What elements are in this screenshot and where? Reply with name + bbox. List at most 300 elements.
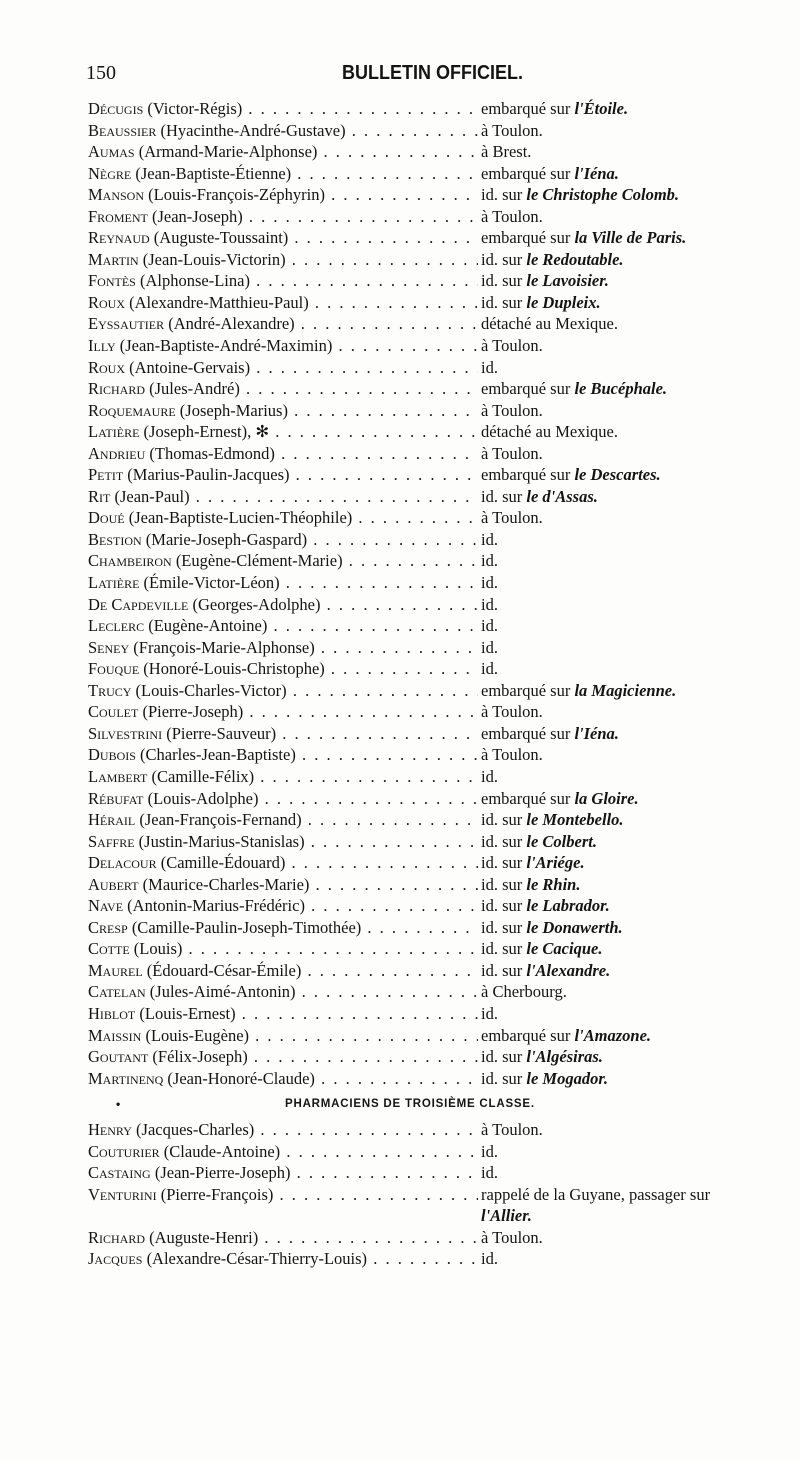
- list-item: [88, 1025, 788, 1047]
- surname: De Capdeville: [88, 594, 189, 614]
- surname: Fontès: [88, 271, 136, 291]
- list-item: [88, 249, 788, 271]
- list-item: [88, 206, 788, 228]
- list-item: [88, 1162, 788, 1184]
- ship-name: l'Allier.: [481, 1206, 532, 1226]
- person-name: [88, 443, 478, 465]
- assignment: [481, 378, 667, 400]
- ship-name: le Redoutable.: [526, 249, 624, 269]
- surname: Coulet: [88, 702, 139, 722]
- assignment: [481, 141, 531, 163]
- surname: Bestion: [88, 529, 142, 549]
- assignment: [481, 163, 619, 185]
- person-name: [88, 529, 478, 551]
- surname: Aumas: [88, 142, 135, 162]
- given-names: (Camille-Félix): [151, 766, 255, 786]
- person-name: [88, 184, 478, 206]
- list-item: [88, 960, 788, 982]
- ship-name: l'Iéna.: [574, 723, 619, 743]
- list-item: [88, 1184, 788, 1206]
- given-names: (Louis-Charles-Victor): [135, 680, 287, 700]
- assignment-action: à Toulon.: [481, 702, 543, 722]
- assignment-action: embarqué sur: [481, 788, 571, 808]
- person-name: [88, 1248, 478, 1270]
- assignment: [481, 335, 543, 357]
- surname: Maissin: [88, 1025, 142, 1045]
- given-names: (Eugène-Clément-Marie): [175, 551, 343, 571]
- assignment: [481, 1068, 608, 1090]
- list-item: [88, 637, 788, 659]
- list-item: [88, 227, 788, 249]
- surname: Castaing: [88, 1163, 151, 1183]
- person-name: [88, 809, 478, 831]
- person-name: [88, 917, 478, 939]
- person-name: [88, 1162, 478, 1184]
- surname: Richard: [88, 1227, 146, 1247]
- person-name: [88, 1119, 478, 1141]
- given-names: (Jacques-Charles): [136, 1120, 255, 1140]
- assignment-action: id. sur: [481, 1047, 523, 1067]
- list-item: [88, 529, 788, 551]
- surname: Chambeiron: [88, 551, 172, 571]
- assignment: [481, 400, 543, 422]
- assignment: [481, 529, 498, 551]
- surname: Maurel: [88, 960, 143, 980]
- given-names: (Georges-Adolphe): [192, 594, 321, 614]
- person-name: [88, 831, 478, 853]
- section-heading: [88, 1089, 788, 1119]
- person-name: [88, 788, 478, 810]
- surname: Fouque: [88, 659, 140, 679]
- list-item: [88, 120, 788, 142]
- surname: Martin: [88, 249, 139, 269]
- given-names: (Jean-Pierre-Joseph): [154, 1163, 291, 1183]
- surname: Hérail: [88, 810, 136, 830]
- assignment: [481, 486, 598, 508]
- assignment: [481, 227, 686, 249]
- assignment-action: id.: [481, 659, 498, 679]
- surname: Saffre: [88, 831, 135, 851]
- surname: Cotte: [88, 939, 130, 959]
- person-name: [88, 141, 478, 163]
- given-names: (Jean-Joseph): [151, 206, 243, 226]
- person-name: [88, 507, 478, 529]
- assignment: [481, 852, 585, 874]
- person-name: [88, 615, 478, 637]
- assignment: [481, 572, 498, 594]
- surname: Aubert: [88, 874, 139, 894]
- assignment-action: id.: [481, 594, 498, 614]
- assignment: [481, 680, 676, 702]
- given-names: (Pierre-Sauveur): [166, 723, 277, 743]
- given-names: (Antoine-Gervais): [129, 357, 251, 377]
- person-name: [88, 1141, 478, 1163]
- entries-list: [88, 98, 788, 1270]
- list-item: [88, 1119, 788, 1141]
- assignment-action: id.: [481, 573, 498, 593]
- assignment: [481, 788, 639, 810]
- surname: Illy: [88, 336, 116, 356]
- page-header: [86, 62, 746, 92]
- assignment: [481, 766, 498, 788]
- given-names: (Victor-Régis): [147, 99, 243, 118]
- surname: Lambert: [88, 766, 148, 786]
- assignment: [481, 421, 618, 443]
- given-names: (Marius-Paulin-Jacques): [127, 465, 290, 485]
- surname: Hiblot: [88, 1003, 136, 1023]
- list-item: [88, 507, 788, 529]
- surname: Froment: [88, 206, 148, 226]
- list-item: [88, 701, 788, 723]
- surname: Roux: [88, 292, 126, 312]
- person-name: [88, 357, 478, 379]
- assignment-action: id. sur: [481, 960, 523, 980]
- assignment-action: détaché au Mexique.: [481, 422, 618, 442]
- ship-name: le Montebello.: [526, 810, 624, 830]
- surname: Trucy: [88, 680, 132, 700]
- assignment-action: id. sur: [481, 917, 523, 937]
- person-name: [88, 766, 478, 788]
- list-item: [88, 98, 788, 120]
- ship-name: le Bucéphale.: [574, 379, 668, 399]
- assignment-action: id.: [481, 1141, 498, 1161]
- surname: Delacour: [88, 853, 157, 873]
- list-item: [88, 938, 788, 960]
- assignment: [481, 249, 624, 271]
- assignment-action: id. sur: [481, 853, 523, 873]
- person-name: [88, 486, 478, 508]
- list-item: [88, 572, 788, 594]
- person-name: [88, 98, 478, 120]
- surname: Reynaud: [88, 228, 150, 248]
- assignment: [481, 550, 498, 572]
- given-names: (Édouard-César-Émile): [146, 960, 302, 980]
- surname: Henry: [88, 1120, 132, 1140]
- assignment-action: embarqué sur: [481, 1025, 571, 1045]
- person-name: [88, 658, 478, 680]
- assignment: [481, 270, 609, 292]
- assignment: [481, 1025, 651, 1047]
- assignment-action: rappelé de la Guyane, passager sur: [481, 1184, 711, 1204]
- list-item: [88, 486, 788, 508]
- given-names: (François-Marie-Alphonse): [133, 637, 315, 657]
- assignment: [481, 507, 543, 529]
- given-names: (Louis-François-Zéphyrin): [148, 185, 326, 205]
- assignment: [481, 1248, 498, 1270]
- assignment-action: à Cherbourg.: [481, 982, 567, 1002]
- person-name: [88, 895, 478, 917]
- surname: Eyssautier: [88, 314, 165, 334]
- ship-name: l'Étoile.: [574, 99, 629, 118]
- given-names: (Pierre-François): [160, 1184, 274, 1204]
- assignment: [481, 744, 543, 766]
- surname: Couturier: [88, 1141, 160, 1161]
- assignment: [481, 658, 498, 680]
- given-names: (Jean-Baptiste-Étienne): [135, 163, 292, 183]
- given-names: (Camille-Paulin-Joseph-Timothée): [131, 917, 362, 937]
- list-item: [88, 335, 788, 357]
- assignment-action: embarqué sur: [481, 680, 571, 700]
- list-item: [88, 766, 788, 788]
- given-names: (Jean-Paul): [114, 486, 190, 506]
- given-names: (Jean-Baptiste-Lucien-Théophile): [128, 508, 353, 528]
- assignment: [481, 443, 543, 465]
- ship-name: le Colbert.: [526, 831, 597, 851]
- given-names: (Claude-Antoine): [163, 1141, 281, 1161]
- list-item: [88, 400, 788, 422]
- assignment-action: id. sur: [481, 185, 523, 205]
- section-title: PHARMACIENS DE TROISIÈME CLASSE.: [285, 1098, 535, 1111]
- assignment-action: id. sur: [481, 810, 523, 830]
- surname: Seney: [88, 637, 130, 657]
- list-item: [88, 378, 788, 400]
- list-item: [88, 1248, 788, 1270]
- assignment: [481, 120, 543, 142]
- list-item: [88, 917, 788, 939]
- list-item: [88, 680, 788, 702]
- assignment-action: id.: [481, 1003, 498, 1023]
- assignment-action: id.: [481, 357, 498, 377]
- list-item: [88, 981, 788, 1003]
- given-names: (Joseph-Marius): [179, 400, 288, 420]
- given-names: (Jules-Aimé-Antonin): [149, 982, 296, 1002]
- list-item: [88, 1141, 788, 1163]
- surname: Venturini: [88, 1184, 157, 1204]
- person-name: [88, 1025, 478, 1047]
- given-names: (Alexandre-César-Thierry-Louis): [146, 1249, 368, 1269]
- assignment-action: id. sur: [481, 1068, 523, 1088]
- given-names: (Alphonse-Lina): [139, 271, 250, 291]
- person-name: [88, 1227, 478, 1249]
- assignment: [481, 206, 543, 228]
- given-names: (Justin-Marius-Stanislas): [138, 831, 305, 851]
- ship-name: la Ville de Paris.: [574, 228, 687, 248]
- assignment: [481, 960, 610, 982]
- list-item: [88, 313, 788, 335]
- page-title: BULLETIN OFFICIEL.: [342, 62, 523, 84]
- list-item: [88, 292, 788, 314]
- person-name: [88, 1046, 478, 1068]
- assignment: [481, 723, 619, 745]
- person-name: [88, 1184, 478, 1206]
- person-name: [88, 120, 478, 142]
- given-names: (Armand-Marie-Alphonse): [138, 142, 318, 162]
- list-item: [88, 594, 788, 616]
- assignment-action: à Toulon.: [481, 1227, 543, 1247]
- assignment: [481, 701, 543, 723]
- assignment-action: à Toulon.: [481, 745, 543, 765]
- surname: Petit: [88, 465, 124, 485]
- list-item: [88, 658, 788, 680]
- ship-name: l'Algésiras.: [526, 1047, 603, 1067]
- assignment-action: id. sur: [481, 292, 523, 312]
- assignment: [481, 357, 498, 379]
- surname: Roux: [88, 357, 126, 377]
- list-item: [88, 788, 788, 810]
- assignment: [481, 981, 567, 1003]
- person-name: [88, 1068, 478, 1090]
- assignment: [481, 1205, 532, 1227]
- person-name: [88, 163, 478, 185]
- assignment-action: id.: [481, 766, 498, 786]
- surname: Latière: [88, 573, 140, 593]
- assignment-action: id. sur: [481, 271, 523, 291]
- assignment: [481, 1184, 710, 1206]
- page-number: 150: [86, 62, 116, 84]
- list-item: [88, 443, 788, 465]
- assignment-action: embarqué sur: [481, 228, 571, 248]
- person-name: [88, 744, 478, 766]
- surname: Roquemaure: [88, 400, 176, 420]
- assignment-action: embarqué sur: [481, 723, 571, 743]
- assignment: [481, 895, 610, 917]
- surname: Catelan: [88, 982, 146, 1002]
- given-names: (Antonin-Marius-Frédéric): [127, 896, 305, 916]
- given-names: (Marie-Joseph-Gaspard): [145, 529, 308, 549]
- assignment-action: à Toulon.: [481, 1120, 543, 1140]
- person-name: [88, 378, 478, 400]
- surname: Jacques: [88, 1249, 143, 1269]
- assignment-action: à Brest.: [481, 142, 532, 162]
- given-names: (Jean-Baptiste-André-Maximin): [119, 336, 333, 356]
- surname: Rébufat: [88, 788, 144, 808]
- surname: Nave: [88, 896, 124, 916]
- assignment-action: embarqué sur: [481, 465, 571, 485]
- surname: Doué: [88, 508, 125, 528]
- given-names: (Eugène-Antoine): [148, 616, 268, 636]
- person-name: [88, 594, 478, 616]
- ship-name: l'Ariége.: [526, 853, 585, 873]
- list-item: [88, 744, 788, 766]
- ship-name: l'Iéna.: [574, 163, 619, 183]
- assignment-action: embarqué sur: [481, 379, 571, 399]
- list-item: [88, 1068, 788, 1090]
- list-item: [88, 464, 788, 486]
- list-item: [88, 809, 788, 831]
- surname: Manson: [88, 185, 145, 205]
- person-name: [88, 874, 478, 896]
- given-names: (Maurice-Charles-Marie): [142, 874, 310, 894]
- assignment: [481, 637, 498, 659]
- list-item: [88, 723, 788, 745]
- list-item: [88, 357, 788, 379]
- assignment: [481, 313, 618, 335]
- assignment: [481, 1227, 543, 1249]
- list-item: [88, 615, 788, 637]
- surname: Richard: [88, 379, 146, 399]
- ship-name: le Cacique.: [526, 939, 603, 959]
- assignment-action: à Toulon.: [481, 206, 543, 226]
- assignment: [481, 809, 624, 831]
- ship-name: la Gloire.: [574, 788, 639, 808]
- surname: Décugis: [88, 99, 144, 118]
- list-item: [88, 831, 788, 853]
- person-name: [88, 335, 478, 357]
- list-item: [88, 874, 788, 896]
- given-names: (Émile-Victor-Léon): [143, 573, 280, 593]
- assignment-action: id. sur: [481, 939, 523, 959]
- person-name: [88, 981, 478, 1003]
- ship-name: le Mogador.: [526, 1068, 608, 1088]
- assignment: [481, 917, 623, 939]
- given-names: (Honoré-Louis-Christophe): [143, 659, 325, 679]
- assignment-action: id. sur: [481, 831, 523, 851]
- assignment-action: id. sur: [481, 874, 523, 894]
- assignment-action: id. sur: [481, 896, 523, 916]
- given-names: (Auguste-Henri): [149, 1227, 259, 1247]
- surname: Martinenq: [88, 1068, 164, 1088]
- given-names: (Hyacinthe-André-Gustave): [160, 120, 346, 140]
- given-names: (Pierre-Joseph): [142, 702, 244, 722]
- person-name: [88, 680, 478, 702]
- surname: Andrieu: [88, 443, 146, 463]
- list-item: [88, 852, 788, 874]
- assignment: [481, 98, 628, 120]
- assignment-action: id.: [481, 551, 498, 571]
- assignment: [481, 292, 601, 314]
- assignment-action: id.: [481, 1249, 498, 1269]
- ship-name: le Descartes.: [574, 465, 661, 485]
- assignment-action: id. sur: [481, 486, 523, 506]
- ship-name: le Labrador.: [526, 896, 610, 916]
- given-names: (Camille-Édouard): [160, 853, 286, 873]
- surname: Nègre: [88, 163, 132, 183]
- ship-name: le Dupleix.: [526, 292, 601, 312]
- list-item: [88, 1205, 788, 1227]
- given-names: (André-Alexandre): [168, 314, 295, 334]
- person-name: [88, 249, 478, 271]
- ship-name: le Rhin.: [526, 874, 581, 894]
- surname: Rit: [88, 486, 111, 506]
- person-name: [88, 292, 478, 314]
- assignment: [481, 1119, 543, 1141]
- assignment: [481, 874, 580, 896]
- surname: Beaussier: [88, 120, 157, 140]
- list-item: [88, 421, 788, 443]
- given-names: (Charles-Jean-Baptiste): [140, 745, 296, 765]
- given-names: (Louis-Adolphe): [147, 788, 259, 808]
- assignment: [481, 594, 498, 616]
- assignment-action: id.: [481, 616, 498, 636]
- assignment: [481, 464, 661, 486]
- assignment: [481, 1141, 498, 1163]
- assignment-action: détaché au Mexique.: [481, 314, 618, 334]
- surname: Silvestrini: [88, 723, 163, 743]
- person-name: [88, 464, 478, 486]
- person-name: [88, 572, 478, 594]
- given-names: (Alexandre-Matthieu-Paul): [129, 292, 309, 312]
- ship-name: le Lavoisier.: [526, 271, 609, 291]
- ship-name: le Christophe Colomb.: [526, 185, 680, 205]
- person-name: [88, 206, 478, 228]
- given-names: (Jean-Honoré-Claude): [167, 1068, 315, 1088]
- assignment-action: à Toulon.: [481, 336, 543, 356]
- ship-name: le Donawerth.: [526, 917, 623, 937]
- assignment: [481, 938, 602, 960]
- given-names: (Joseph-Ernest), ✻: [143, 422, 270, 442]
- ship-name: l'Amazone.: [574, 1025, 652, 1045]
- list-item: [88, 184, 788, 206]
- given-names: (Louis): [133, 939, 183, 959]
- given-names: (Jules-André): [149, 379, 240, 399]
- assignment: [481, 184, 679, 206]
- surname: Goutant: [88, 1047, 149, 1067]
- ship-name: le d'Assas.: [526, 486, 598, 506]
- person-name: [88, 400, 478, 422]
- assignment-action: id.: [481, 637, 498, 657]
- list-item: [88, 1046, 788, 1068]
- list-item: [88, 1227, 788, 1249]
